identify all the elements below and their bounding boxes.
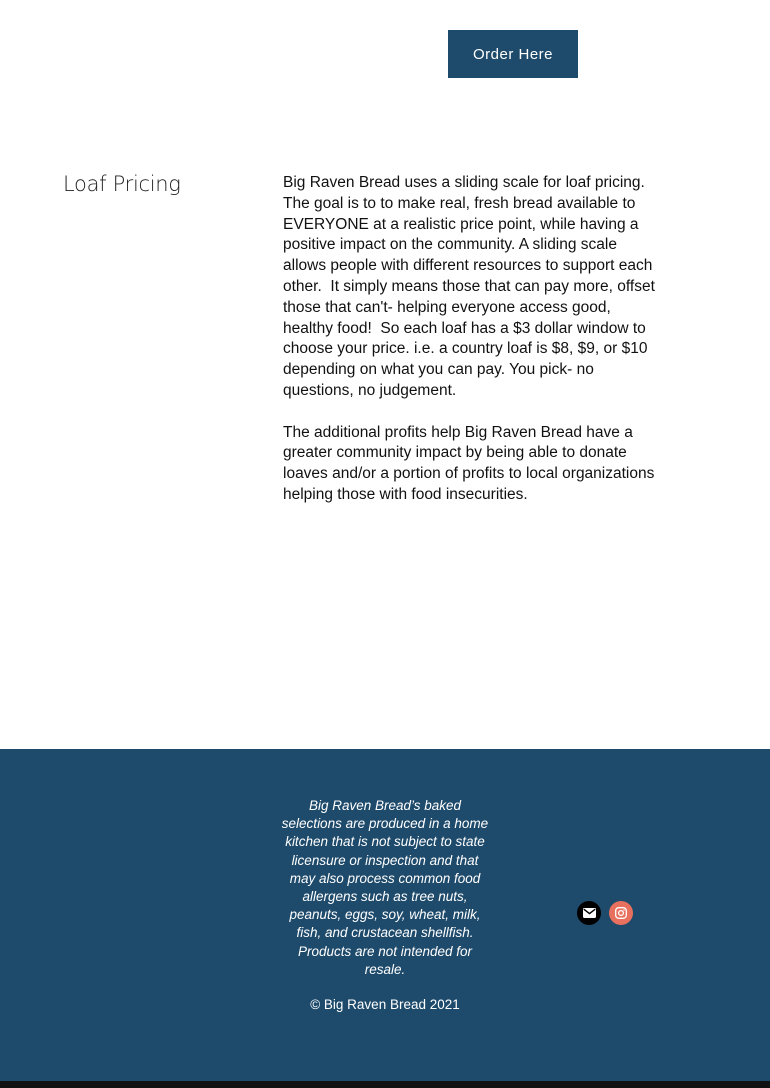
email-icon <box>583 908 596 918</box>
order-here-button[interactable]: Order Here <box>448 30 578 78</box>
email-link[interactable] <box>577 901 601 925</box>
social-links <box>577 901 633 925</box>
pricing-paragraph-1: Big Raven Bread uses a sliding scale for loaf pricing. The goal is to to make real, fresh bread available to EVERYONE at a realistic price point, while having a positive impact on the community. A sliding scale allows people with different resources to support each other. It simply means those that can pay more, offset those that can't- helping everyone access good, healthy food! So each loaf has a $3 dollar window to choose your price. i.e. a country loaf is $8, $9, or $10 depending on what you can pay. You pick- no questions, no judgement. <box>283 174 660 399</box>
site-footer <box>0 749 770 1081</box>
loaf-pricing-heading: Loaf Pricing <box>63 172 181 196</box>
pricing-description <box>283 173 660 527</box>
pricing-paragraph-2: The additional profits help Big Raven Bread have a greater community impact by being able to donate loaves and/or a portion of profits to local organizations helping those with food insecurities. <box>283 423 659 503</box>
instagram-icon <box>615 907 627 919</box>
allergen-disclaimer: Big Raven Bread’s baked selections are produced in a home kitchen that is not subject to state licensure or inspection and that may also process common food allergens such as tree nuts, peanuts, eggs, soy, wheat, milk, fish, and crustacean shellfish. Products are not intended for resale. <box>281 798 489 977</box>
bottom-bar <box>0 1081 770 1088</box>
copyright-text: © Big Raven Bread 2021 <box>310 997 460 1012</box>
instagram-link[interactable] <box>609 901 633 925</box>
